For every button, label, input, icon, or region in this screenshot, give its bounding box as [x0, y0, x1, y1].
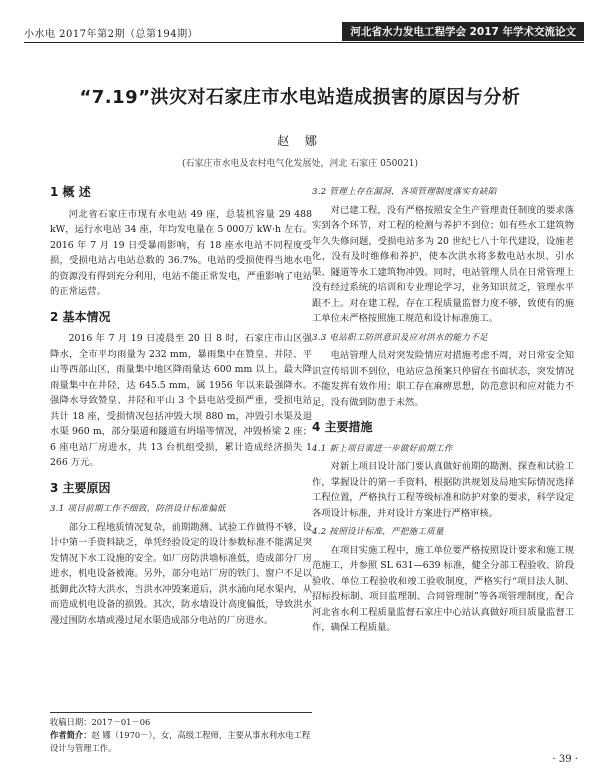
- section-3-3-paragraph: 电站管理人员对突发险情应对措施考虑不周，对日常安全知识宣传培训不到位，电站应急预案只停留在书面状态，突发情况不能发挥有效作用；职工存在麻痹思想，防范意识和应对能力不足，没有做到防患于未然。: [312, 350, 574, 408]
- author-name: 赵 娜: [277, 134, 323, 148]
- author-bio-label: 作者简介：: [50, 730, 92, 740]
- section-3-3-heading: 3.3 电站职工防洪意识及应对洪水的能力不足: [312, 332, 488, 343]
- section-2-heading: 2 基本情况: [50, 309, 111, 324]
- section-4-2-heading: 4.2 按照设计标准，严把施工质量: [312, 527, 444, 537]
- page-number: · 39 ·: [552, 754, 578, 765]
- conference-banner: 河北省水力发电工程学会 2017 年学术交流论文: [342, 22, 584, 41]
- header-rule: [24, 42, 584, 43]
- journal-issue: 小水电 2017年第2期（总第194期）: [24, 29, 199, 40]
- left-column: [50, 185, 312, 628]
- section-4-heading: 4 主要措施: [312, 420, 373, 434]
- section-3-heading: 3 主要原因: [50, 480, 111, 495]
- paper-title: “7.19”洪灾对石家庄市水电站造成损害的原因与分析: [79, 87, 521, 108]
- section-4-1-paragraph: 对新上项目设计部门要认真做好前期的勘测、探查和试验工作，掌握设计的第一手资料，根据防洪规划及局地实际情况选择工程位置，严格执行工程等级标准和防护对象的要求，科学设定各项设计标准，并对设计方案进行严格审核。: [312, 461, 574, 519]
- received-date: 收稿日期：2017－01－06: [50, 717, 151, 727]
- author-affiliation: (石家庄市水电及农村电气化发展处，河北 石家庄 050021): [181, 159, 419, 169]
- section-1-heading: 1 概 述: [50, 185, 91, 199]
- section-2-paragraph: 2016 年 7 月 19 日凌晨至 20 日 8 时，石家庄市山区强降水，全市平均雨量为 232 mm，暴雨集中在赞皇、井陉、平山等西部山区，雨量集中地区降雨量达 600 mm 以上，最大降雨量集中在井陉，达 645.5 mm，属 1956 年以来最强降水。强降水导致赞皇、井陉和平山 3 个县电站受损严重，受损电站共计 18 座，受损情况包括冲毁大坝 880 m，冲毁引水渠及退水渠 960 m，部分渠道和隧道有坍塌等情况，冲毁桥梁 2 座；6 座电站厂房进水，共 13 台机组受损，累计造成经济损失 1 266 万元。: [50, 333, 312, 468]
- footnote: [50, 712, 312, 755]
- section-3-1-paragraph: 部分工程地质情况复杂，前期勘测、试验工作做得不够，设计中第一手资料缺乏，单凭经验设定的设计参数标准不能满足突发情况下水工设施的安全。如厂房防洪墙标准低，造成部分厂房进水，机电设备被淹。另外，部分电站厂房的铁门、窗户不足以抵御此次特大洪水，当洪水冲毁案道后，洪水涌向尾水渠内，从而造成机电设备的损毁。其次，防水墙设计高度偏低，导致洪水漫过围防水墙或漫过尾水渠造成部分电站的厂房进水。: [50, 521, 312, 626]
- running-header: [24, 22, 584, 40]
- section-4-1-heading: 4.1 新上项目需进一步做好前期工作: [312, 443, 453, 454]
- right-column: [312, 185, 574, 636]
- section-3-2-heading: 3.2 管理上存在漏洞，各项管理制度落实有缺陷: [312, 187, 497, 197]
- author-bio: [50, 729, 312, 755]
- section-4-2-paragraph: 在项目实施工程中，施工单位要严格按照设计要求和施工规范施工，并参照 SL 631—639 标准，健全分部工程验收、阶段验收、单位工程验收和竣工验收制度，严格实行“项目法人制、招标投标制、项目监理制、合同管理制”等各项管理制度，配合河北省水利工程质量监督石家庄中心站认真做好项目质量监督工作，确保工程质量。: [312, 544, 574, 633]
- section-3-2-paragraph: 对已建工程，没有严格按照安全生产管理责任制度的要求落实到各个环节，对工程的检测与养护不到位；如有些水工建筑物年久失修问题，受损电站多为 20 世纪七八十年代建设，设施老化，没有及时维修和养护，使本次洪水将多数电站水坝、引水渠、隧道等水工建筑物冲毁。同时，电站管理人员在日常管理上没有经过系统的培训和专业理论学习，业务知识贫乏，管理水平跟不上。对在建工程，存在工程质量监督力度不够，致使有的施工单位未严格按照施工规范和设计标准施工。: [312, 204, 574, 324]
- section-1-paragraph: 河北省石家庄市现有水电站 49 座，总装机容量 29 488 kW，运行水电站 34 座，年均发电量在 5 000万 kW·h 左右。2016 年 7 月 19 日受暴雨影响，有 18 座水电站不同程度受损，受损电站占电站总数的 36.7%。电站的受损使得当地水电的资源没有得到充分利用，电站不能正常发电，严重影响了电站的正常运营。: [50, 208, 312, 297]
- section-3-1-heading: 3.1 项目前期工作不细致，防洪设计标准偏低: [50, 504, 226, 514]
- author-bio-text: 赵 娜（1970－），女，高级工程师，主要从事水利水电工程设计与管理工作。: [50, 730, 311, 753]
